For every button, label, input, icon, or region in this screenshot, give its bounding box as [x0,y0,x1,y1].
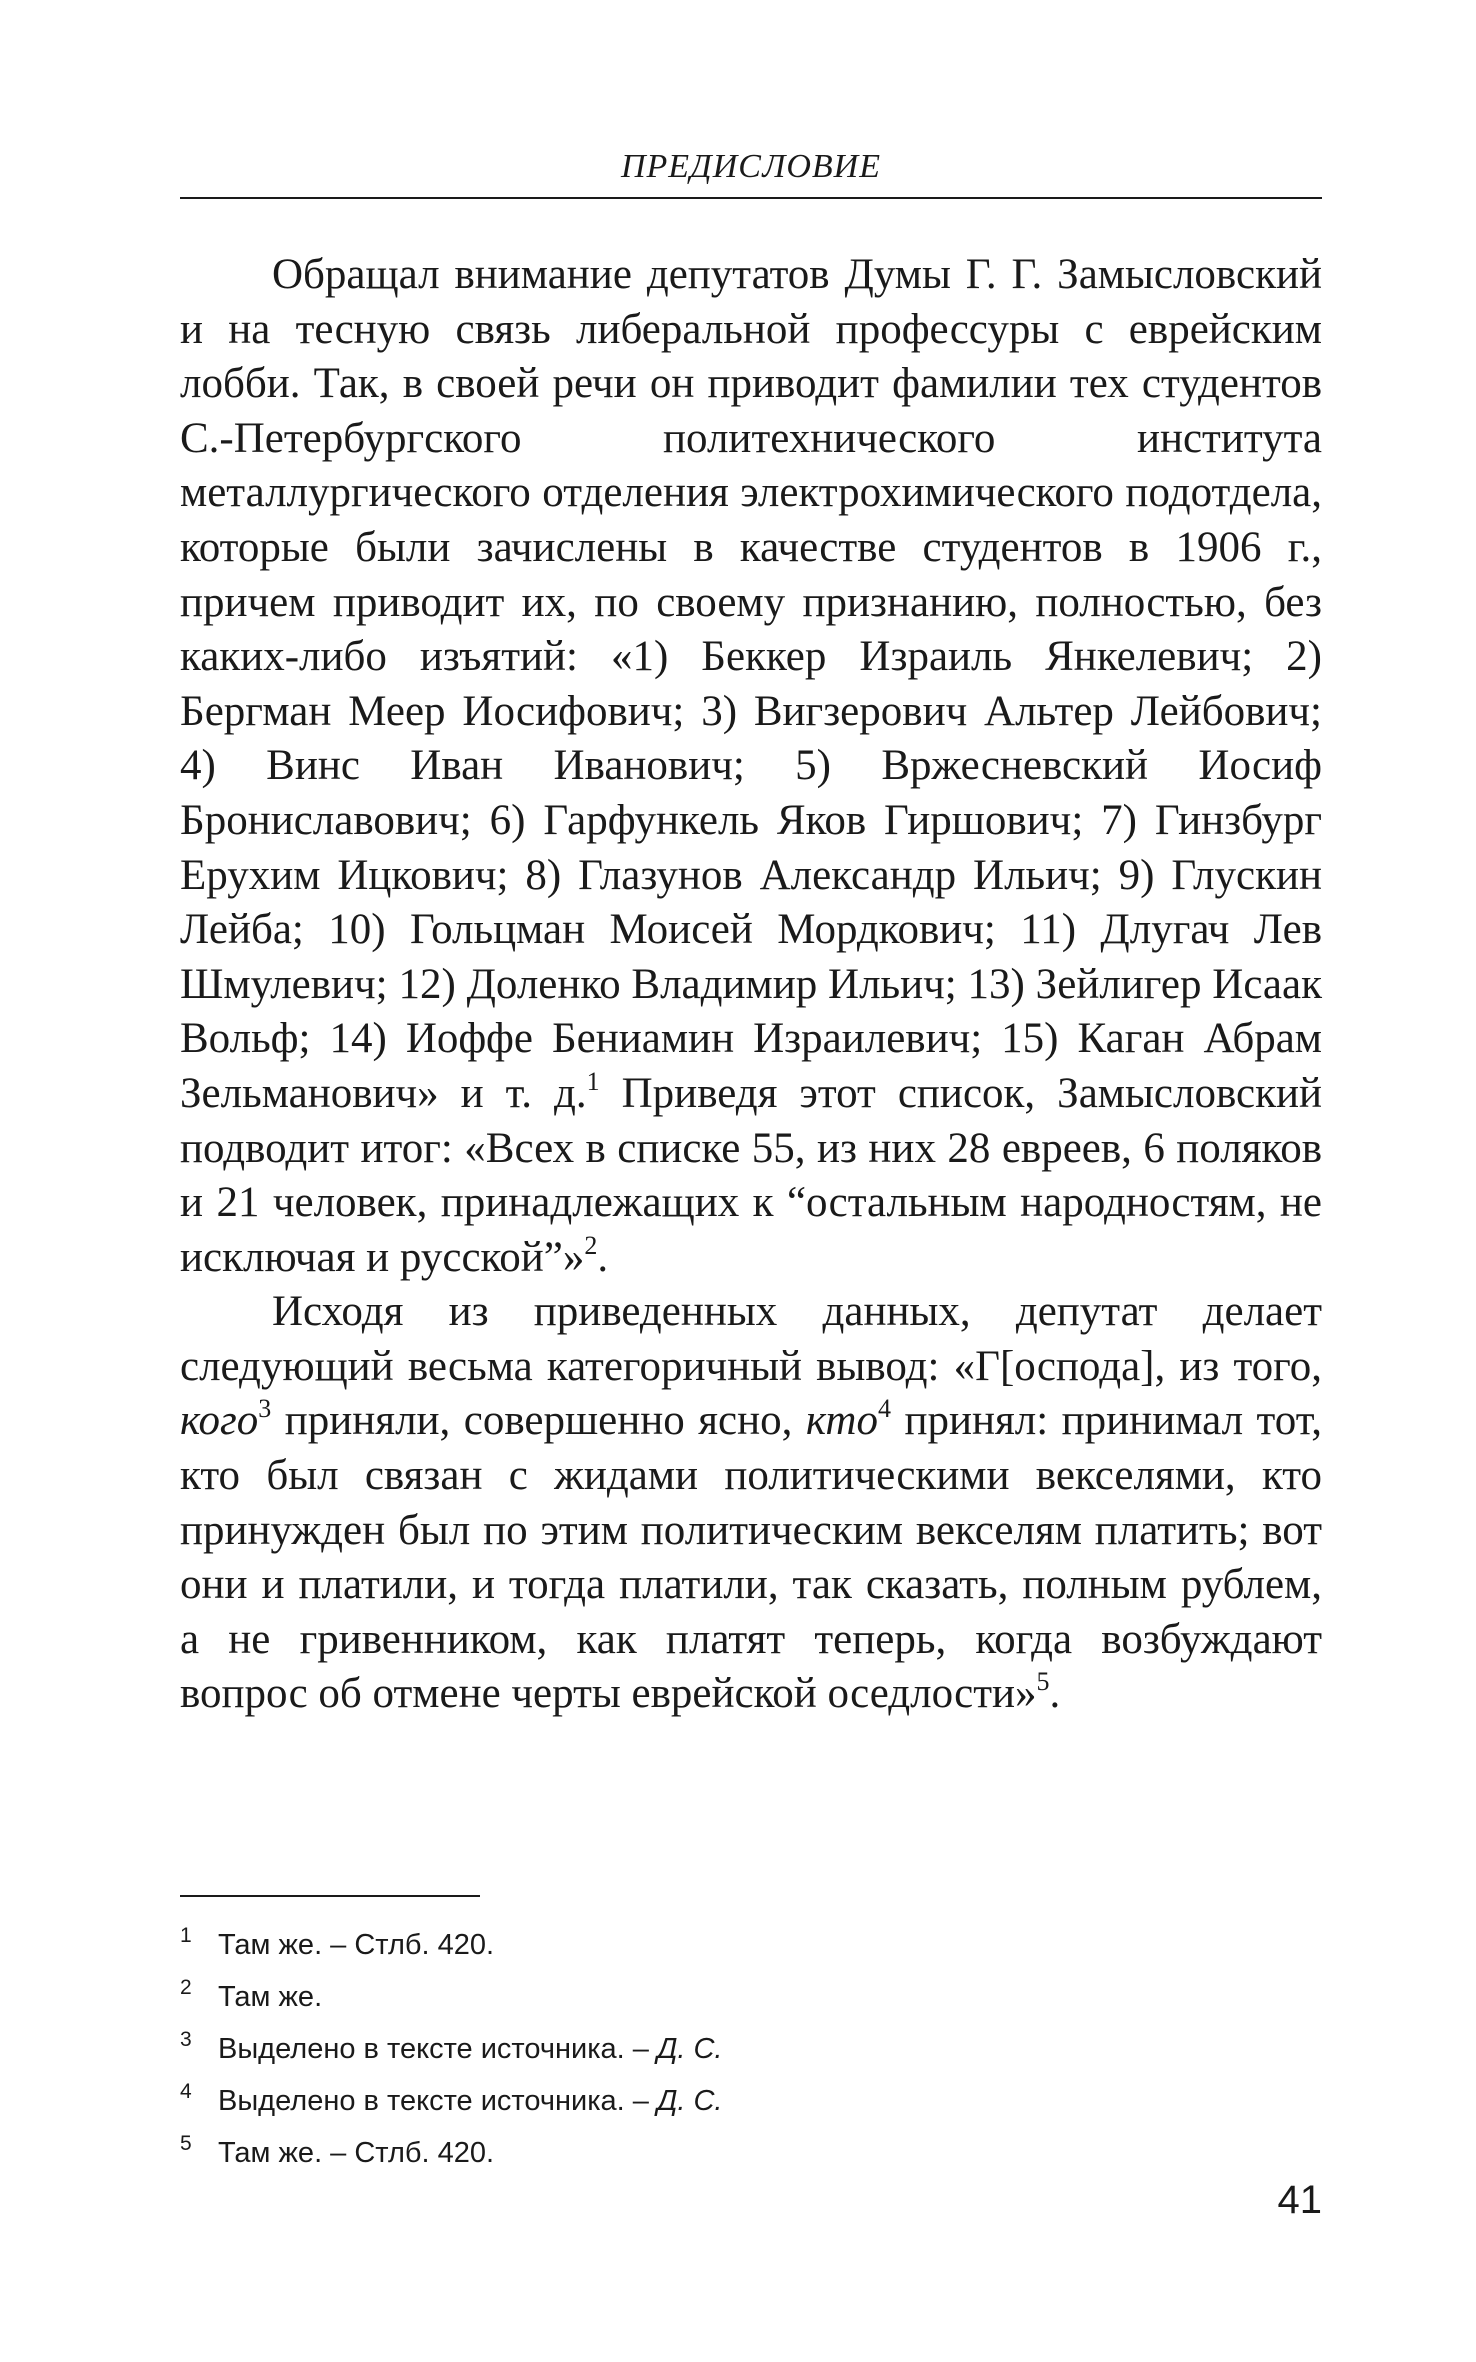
paragraph-text: принял: принимал тот, кто был связан с жидами политическими векселями, кто принужден был по этим политическим векселям платить; вот они и платили, и тогда платили, так сказать, полным рублем, а не гривенником, как платят теперь, когда возбуждают вопрос об отмене черты еврейской оседлости» [180,1397,1322,1718]
footnotes [180,1910,1322,2170]
footnote-text: Там же. – Стлб. 420. [218,1929,495,1961]
footnote-number: 2 [180,1976,192,1999]
footnote-text: Там же. [218,1981,323,2013]
footnote-text: Там же. – Стлб. 420. [218,2137,495,2169]
footnote-number: 4 [180,2080,192,2103]
footnote-author: Д. С. [656,2033,723,2065]
running-header: ПРЕДИСЛОВИЕ [620,148,882,185]
footnote-text: Выделено в тексте источника. – [218,2033,657,2065]
footnote [180,1910,1322,1962]
footnote-ref: 1 [586,1066,600,1096]
footnote-number: 1 [180,1924,192,1947]
emphasis-text: кого [180,1397,259,1445]
page-number: 41 [1277,2178,1322,2222]
paragraph-text: приняли, совершенно ясно, [271,1397,806,1445]
footnote [180,2014,1322,2066]
footnote-separator [180,1895,480,1897]
header-rule [180,197,1322,199]
footnote-ref: 2 [584,1230,598,1260]
emphasis-text: кто [805,1397,878,1445]
paragraph-text: . [1049,1670,1061,1718]
paragraph [180,1285,1322,1722]
paragraph-text: Приведя этот список, Замысловский подводит итог: «Всех в списке 55, из них 28 евреев, 6 поляков и 21 человек, принадлежащих к “остальным народностям, не исключая и русской”» [180,1069,1322,1281]
paragraph-text: Исходя из приведенных данных, депутат делает следующий весьма категоричный вывод: «Г[оспода], из того, [180,1288,1322,1390]
footnote [180,2066,1322,2118]
footnote-ref: 5 [1036,1667,1050,1697]
footnote-number: 5 [180,2132,192,2155]
footnote-number: 3 [180,2028,192,2051]
footnote-ref: 3 [258,1394,272,1424]
body-text [180,248,1322,1722]
paragraph-text: . [597,1233,609,1281]
footnote [180,2118,1322,2170]
footnote-author: Д. С. [656,2085,723,2117]
footnote-text: Выделено в тексте источника. – [218,2085,657,2117]
footnote-ref: 4 [877,1394,891,1424]
paragraph-text: Обращал внимание депутатов Думы Г. Г. Замысловский и на тесную связь либеральной профессуры с еврейским лобби. Так, в своей речи он приводит фамилии тех студентов С.-Петербургского политехнического института металлургического отделения электрохимического подотдела, которые были зачислены в качестве студентов в 1906 г., причем приводит их, по своему признанию, полностью, без каких-либо изъятий: «1) Беккер Израиль Янкелевич; 2) Бергман Меер Иосифович; 3) Вигзерович Альтер Лейбович; 4) Винс Иван Иванович; 5) Вржесневский Иосиф Брониславович; 6) Гарфункель Яков Гиршович; 7) Гинзбург Ерухим Ицкович; 8) Глазунов Александр Ильич; 9) Глускин Лейба; 10) Гольцман Моисей Мордкович; 11) Длугач Лев Шмулевич; 12) Доленко Владимир Ильич; 13) Зейлигер Исаак Вольф; 14) Иоффе Бениамин Израилевич; 15) Каган Абрам Зельманович» и т. д. [180,251,1322,1117]
footnote [180,1962,1322,2014]
paragraph [180,248,1322,1285]
